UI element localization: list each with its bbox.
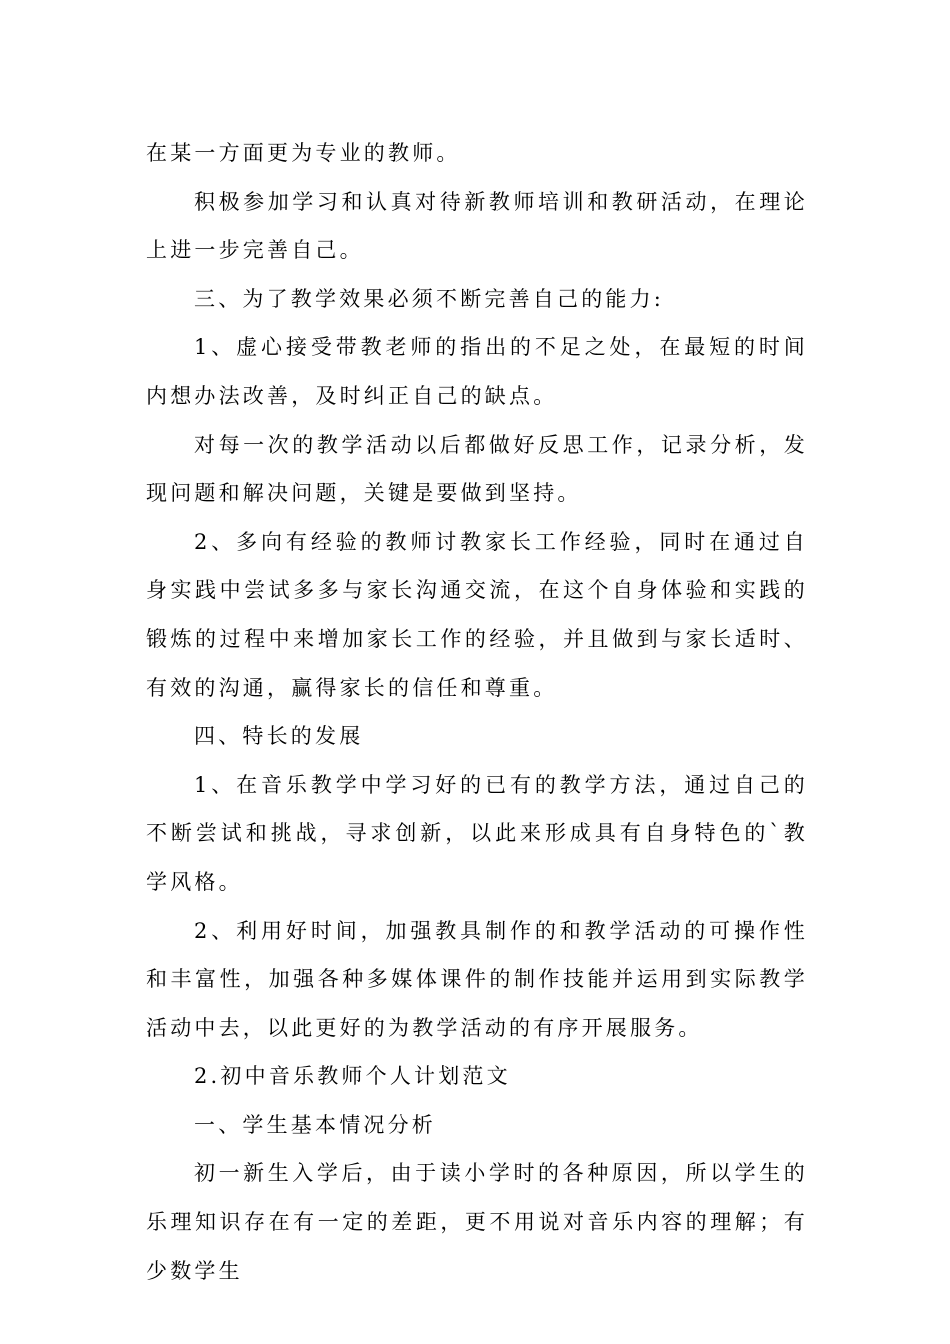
paragraph-speciality-1: 1、在音乐教学中学习好的已有的教学方法，通过自己的不断尝试和挑战，寻求创新，以此来形成具有自身特色的`教学风格。 — [146, 772, 808, 894]
paragraph-student-analysis: 初一新生入学后，由于读小学时的各种原因，所以学生的乐理知识存在有一定的差距，更不用说对音乐内容的理解；有少数学生 — [146, 1161, 808, 1283]
article-title-2: 2.初中音乐教师个人计划范文 — [194, 1064, 511, 1089]
paragraph-speciality-2: 2、利用好时间，加强教具制作的和教学活动的可操作性和丰富性，加强各种多媒体课件的制作技能并运用到实际教学活动中去，以此更好的为教学活动的有序开展服务。 — [146, 918, 808, 1040]
paragraph-item-1: 1、虚心接受带教老师的指出的不足之处，在最短的时间内想办法改善，及时纠正自己的缺点。 — [146, 335, 808, 408]
paragraph-training: 积极参加学习和认真对待新教师培训和教研活动，在理论上进一步完善自己。 — [146, 189, 808, 263]
paragraph-continuation: 在某一方面更为专业的教师。 — [146, 141, 461, 165]
section-heading-4: 四、特长的发展 — [194, 724, 364, 749]
paragraph-item-2: 2、多向有经验的教师讨教家长工作经验，同时在通过自身实践中尝试多多与家长沟通交流，在这个自身体验和实践的锻炼的过程中来增加家长工作的经验，并且做到与家长适时、有效的沟通，赢得家长的信任和尊重。 — [146, 529, 808, 700]
paragraph-reflection: 对每一次的教学活动以后都做好反思工作，记录分析，发现问题和解决问题，关键是要做到坚持。 — [146, 432, 808, 506]
document-body — [146, 129, 808, 1295]
section-heading-3: 三、为了教学效果必须不断完善自己的能力: — [194, 286, 665, 311]
section-heading-1: 一、学生基本情况分析 — [194, 1112, 436, 1137]
